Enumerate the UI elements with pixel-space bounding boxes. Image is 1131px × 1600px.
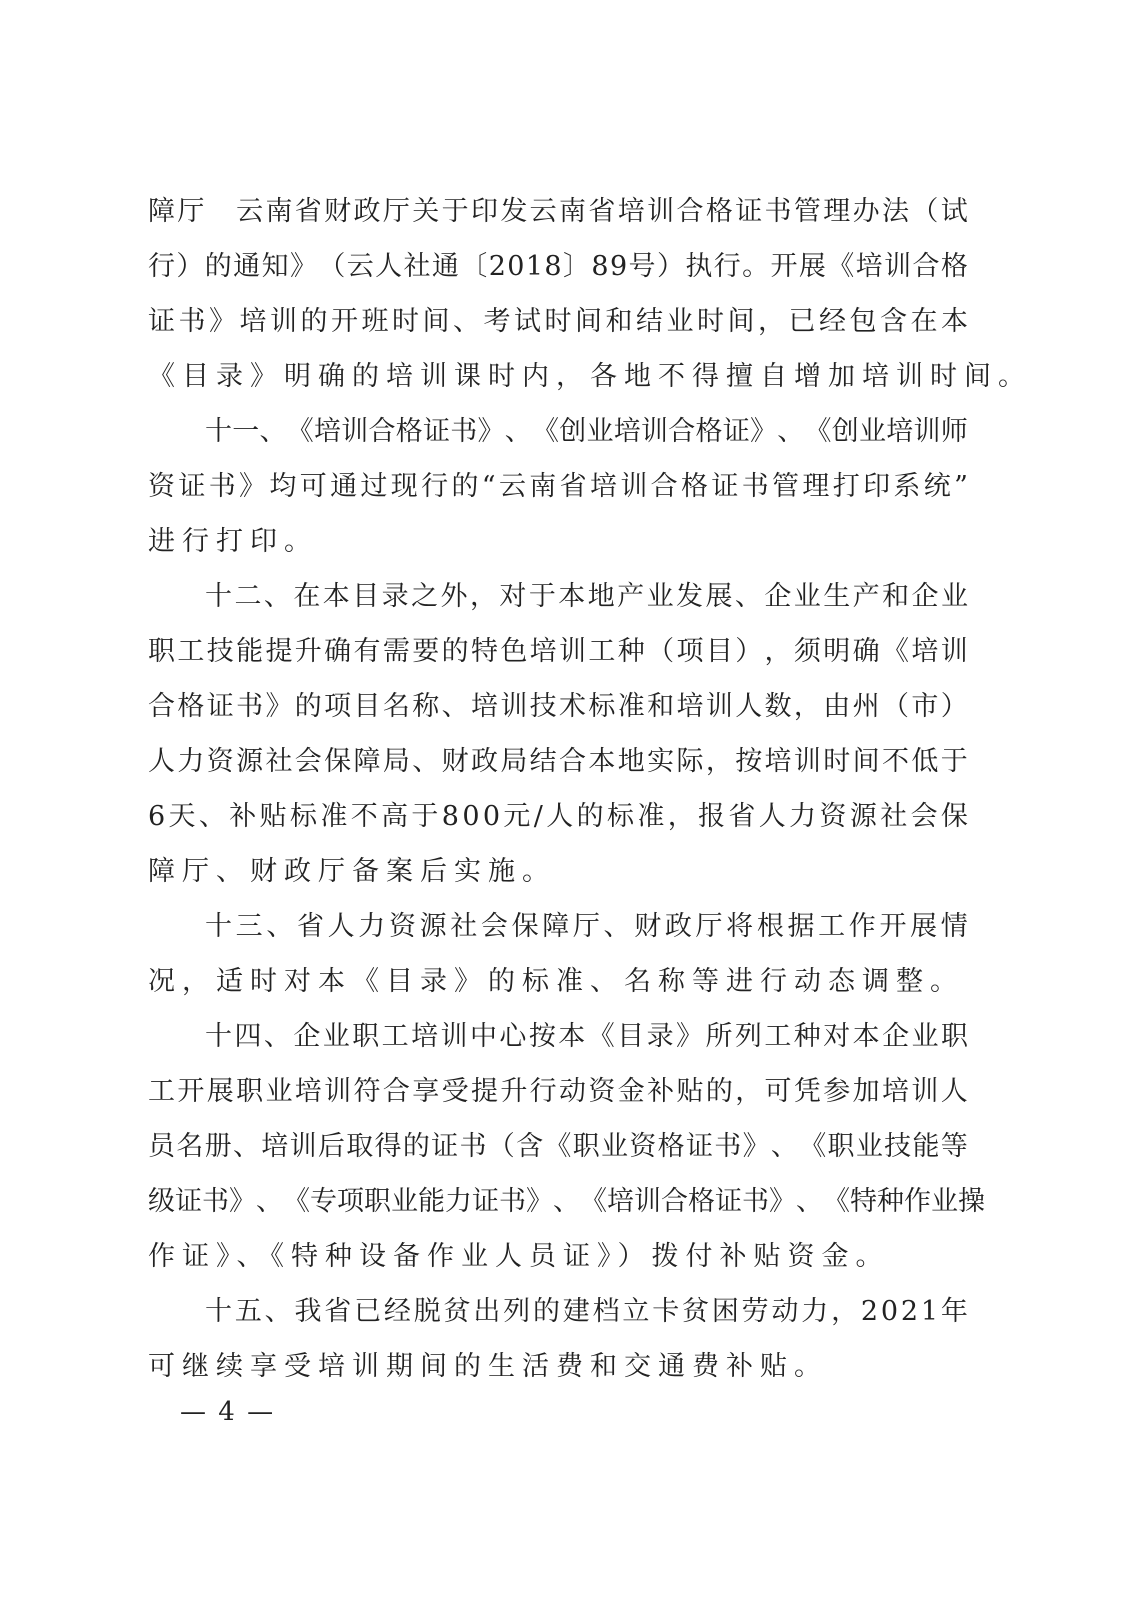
body-text-line: 《目录》明确的培训课时内，各地不得擅自增加培训时间。 [148, 361, 1032, 392]
body-text-line: 人 力 资 源 社 会 保 障 局 、 财 政 局 结 合 本 地 实 际 ， 按 培 训 时 间 不 低 于 [148, 746, 968, 777]
paragraph-12-first-line: 十 二 、 在 本 目 录 之 外 ， 对 于 本 地 产 业 发 展 、 企 业 生 产 和 企 业 [205, 581, 968, 612]
paragraph-11-first-line: 十 一 、 《 培 训 合 格 证 书 》 、 《 创 业 培 训 合 格 证 》 、 《 创 业 培 训 师 [205, 416, 968, 447]
body-text-line: 障 厅 云 南 省 财 政 厅 关 于 印 发 云 南 省 培 训 合 格 证 书 管 理 办 法 （ 试 [148, 196, 968, 227]
paragraph-14-first-line: 十 四 、 企 业 职 工 培 训 中 心 按 本 《 目 录 》 所 列 工 种 对 本 企 业 职 [205, 1021, 968, 1052]
body-text-line: 职 工 技 能 提 升 确 有 需 要 的 特 色 培 训 工 种 （ 项 目 ） ， 须 明 确 《 培 训 [148, 636, 968, 667]
page-number: — 4 — [180, 1397, 276, 1427]
body-text-line: 工 开 展 职 业 培 训 符 合 享 受 提 升 行 动 资 金 补 贴 的 ， 可 凭 参 加 培 训 人 [148, 1076, 968, 1107]
body-text-line: 合 格 证 书 》 的 项 目 名 称 、 培 训 技 术 标 准 和 培 训 人 数 ， 由 州 （ 市 ） [148, 691, 968, 722]
body-text-line: 证 书 》 培 训 的 开 班 时 间 、 考 试 时 间 和 结 业 时 间 ， 已 经 包 含 在 本 [148, 306, 968, 337]
body-text-line: 行 ） 的 通 知 》 （ 云 人 社 通 〔 2 0 1 8 〕 8 9 号 ） 执 行 。 开 展 《 培 训 合 格 [148, 251, 968, 282]
body-text-line: 障厅、财政厅备案后实施。 [148, 856, 556, 887]
paragraph-15-first-line: 十 五 、 我 省 已 经 脱 贫 出 列 的 建 档 立 卡 贫 困 劳 动 力 ， 2 0 2 1 年 [205, 1296, 968, 1327]
body-text-line: 级 证 书 》 、 《 专 项 职 业 能 力 证 书 》 、 《 培 训 合 格 证 书 》 、 《 特 种 作 业 操 [148, 1186, 985, 1217]
body-text-line: 资 证 书 》 均 可 通 过 现 行 的 “ 云 南 省 培 训 合 格 证 书 管 理 打 印 系 统 ” [148, 471, 968, 502]
body-text-line: 可继续享受培训期间的生活费和交通费补贴。 [148, 1351, 828, 1382]
body-text-line: 况，适时对本《目录》的标准、名称等进行动态调整。 [148, 966, 964, 997]
body-text-line: 作证》、《特种设备作业人员证》）拨付补贴资金。 [148, 1241, 890, 1272]
body-text-line: 员 名 册 、 培 训 后 取 得 的 证 书 （ 含 《 职 业 资 格 证 书 》 、 《 职 业 技 能 等 [148, 1131, 968, 1162]
body-text-line: 6 天 、 补 贴 标 准 不 高 于 8 0 0 元 / 人 的 标 准 ， 报 省 人 力 资 源 社 会 保 [148, 801, 968, 832]
paragraph-13-first-line: 十 三 、 省 人 力 资 源 社 会 保 障 厅 、 财 政 厅 将 根 据 工 作 开 展 情 [205, 911, 968, 942]
body-text-line: 进行打印。 [148, 526, 318, 557]
